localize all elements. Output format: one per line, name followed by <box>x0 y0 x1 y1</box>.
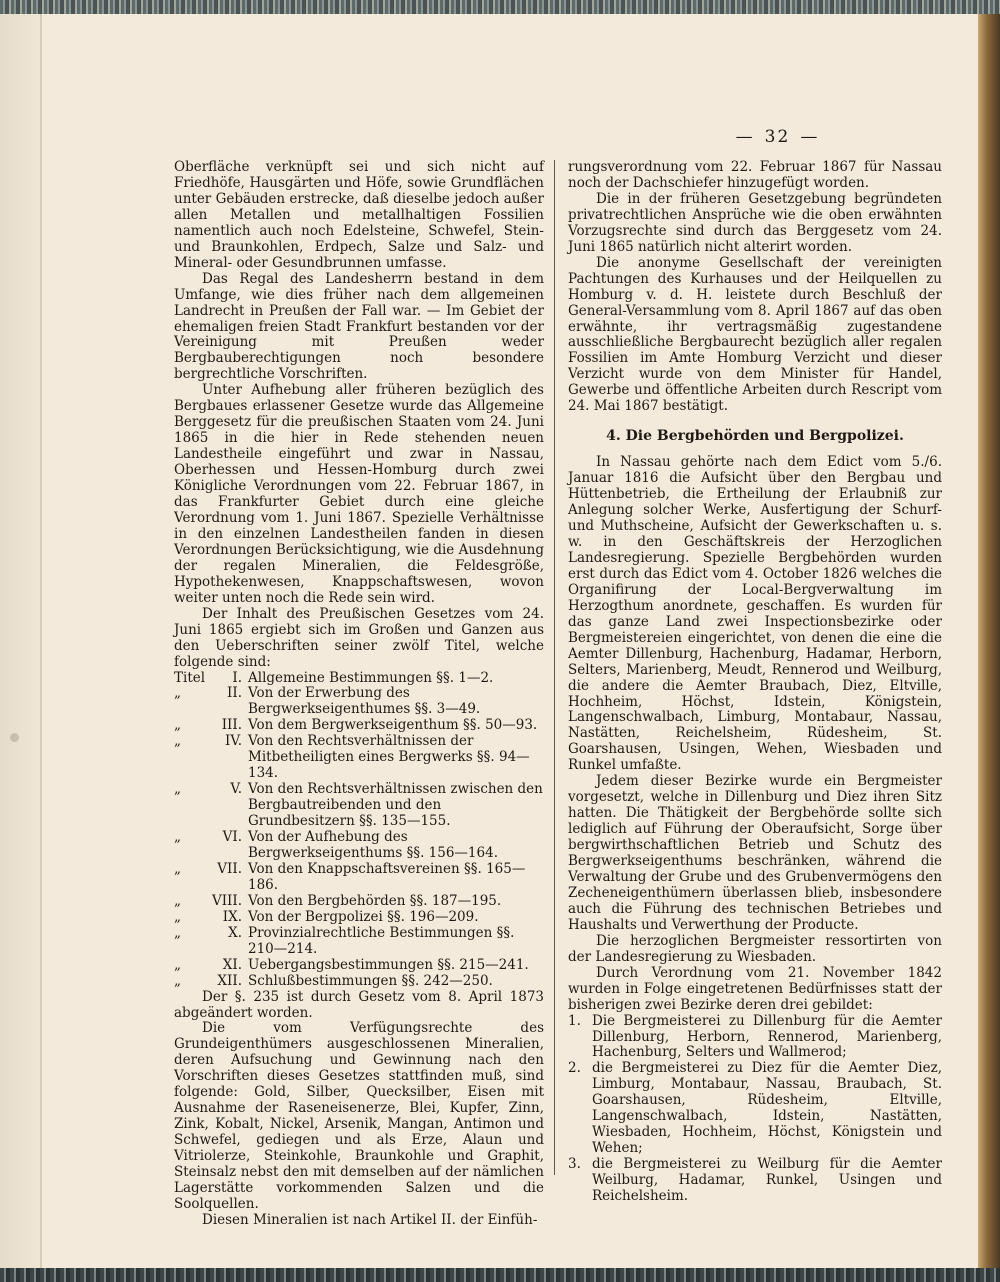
title-list-item: „ XI. Uebergangsbestimmungen §§. 215—241. <box>174 956 529 973</box>
district-list-item: 2. die Bergmeisterei zu Diez für die Aemter Diez, Limburg, Montabaur, Nassau, Braubach, St. Goarshausen, Rüdesheim, Eltville, Langenschwalbach, Idstein, Nastätten, Wiesbaden, Hochheim, Höchst, Königstein und Wehen; <box>568 1060 942 1157</box>
title-list-item: „ X. Provinzialrechtliche Bestimmungen §§. 210—214. <box>174 924 515 957</box>
page-gutter <box>0 14 40 1268</box>
page-number-value: 32 <box>764 127 791 147</box>
page-number <box>0 127 1000 147</box>
paragraph-amendment: Der §. 235 ist durch Gesetz vom 8. April 1873 abgeändert worden. <box>174 988 544 1021</box>
right-column <box>568 160 942 1205</box>
paragraph-ressort: Die herzoglichen Bergmeister ressortirten von der Landesregierung zu Wiesbaden. <box>568 932 942 965</box>
paragraph-regal: Das Regal des Landesherrn bestand in dem Umfange, wie dies früher nach dem allgemeinen Landrecht in Preußen der Fall war. — Im Gebiet der ehemaligen freien Stadt Frankfurt bestanden vor der Vereinigung mit Preußen weder Bergbauberechtigungen noch besondere bergrechtliche Vorschriften. <box>174 270 544 383</box>
paragraph-inhalt: Der Inhalt des Preußischen Gesetzes vom 24. Juni 1865 ergiebt sich im Großen und Ganzen aus den Ueberschriften seiner zwölf Titel, welche folgende sind: <box>174 605 544 670</box>
paragraph-continued: Oberfläche verknüpft sei und sich nicht auf Friedhöfe, Hausgärten und Höfe, sowie Grundflächen unter Gebäuden erstrecke, daß dieselbe jedoch außer allen Metallen und metallhaltigen Fossilien namentlich auch noch Edelsteine, Schwefel, Stein- und Braunkohlen, Erdpech, Salze und Salz- und Mineral- oder Gesundbrunnen umfasse. <box>174 159 544 271</box>
binding-edge <box>40 14 42 1268</box>
paragraph-dachschiefer: rungsverordnung vom 22. Februar 1867 für Nassau noch der Dachschiefer hinzugefügt worden. <box>568 159 942 191</box>
title-list-item: „ V. Von den Rechtsverhältnissen zwischen den Bergbautreibenden und den Grundbesitzern §§. 135—155. <box>174 781 543 830</box>
title-list <box>174 671 544 990</box>
title-list-item: „ IX. Von der Bergpolizei §§. 196—209. <box>174 908 479 925</box>
title-list-item: „ IV. Von den Rechtsverhältnissen der Mitbetheiligten eines Bergwerks §§. 94—134. <box>174 733 530 782</box>
title-list-item: „ II. Von der Erwerbung des Bergwerkseigenthumes §§. 3—49. <box>174 685 481 718</box>
left-column <box>174 160 544 1229</box>
page-number-dash-right: — <box>800 127 820 147</box>
title-list-item: „ III. Von dem Bergwerkseigenthum §§. 50—93. <box>174 717 538 734</box>
paragraph-artikel: Diesen Mineralien ist nach Artikel II. der Einfüh- <box>202 1211 538 1228</box>
district-list-item: 1. Die Bergmeisterei zu Dillenburg für die Aemter Dillenburg, Herborn, Rennerod, Marienberg, Hachenburg, Selters und Wallmerod; <box>568 1012 942 1061</box>
paragraph-minerals: Die vom Verfügungsrechte des Grundeigenthümers ausgeschlossenen Mineralien, deren Aufsuchung und Gewinnung nach den Vorschriften dieses Gesetzes stattfinden muß, sind folgende: Gold, Silber, Quecksilber, Eisen mit Ausnahme der Raseneisenerze, Blei, Kupfer, Zinn, Zink, Kobalt, Nickel, Arsenik, Mangan, Antimon und Schwefel, gediegen und als Erze, Alaun und Vitriolerze, Steinkohle, Braunkohle und Graphit, Steinsalz nebst den mit demselben auf der nämlichen Lagerstätte vorkommenden Salzen und die Soolquellen. <box>174 1020 544 1212</box>
page-number-dash-left: — <box>735 127 755 147</box>
paragraph-verordnung-1842: Durch Verordnung vom 21. November 1842 wurden in Folge eingetretenen Bedürfnisses statt der bisherigen zwei Bezirke deren drei gebildet: <box>568 964 942 1013</box>
paragraph-vorzugsrechte: Die in der früheren Gesetzgebung begründeten privatrechtlichen Ansprüche wie die oben erwähnten Vorzugsrechte sind durch das Berggesetz vom 24. Juni 1865 natürlich nicht alterirt worden. <box>568 190 942 255</box>
paragraph-bergmeister: Jedem dieser Bezirke wurde ein Bergmeister vorgesetzt, welche in Dillenburg und Diez ihren Sitz hatten. Die Thätigkeit der Bergbehörde sollte sich lediglich auf Führung der Oberaufsicht, Sorge über bergwirthschaftlichen Betrieb und Schutz des Bergwerkseigenthums beschränken, während die Verwaltung der Grube und des Grubenvermögens den Zecheneigenthümern überlassen blieb, insbesondere auch die Führung des technischen Betriebes und Haushalts und Verwerthung der Producte. <box>568 773 942 933</box>
scan-border-top <box>0 0 1000 14</box>
scan-border-bottom <box>0 1268 1000 1282</box>
title-list-item: Titel I. Allgemeine Bestimmungen §§. 1—2. <box>174 669 494 686</box>
column-divider <box>554 160 555 1175</box>
district-list-item: 3. die Bergmeisterei zu Weilburg für die Aemter Weilburg, Hadamar, Runkel, Usingen und Reichelsheim. <box>568 1156 942 1205</box>
district-list <box>568 1014 942 1205</box>
paragraph-berggesetz: Unter Aufhebung aller früheren bezüglich des Bergbaues erlassener Gesetze wurde das Allgemeine Berggesetz für die preußischen Staaten vom 24. Juni 1865 in die hier in Rede stehenden neuen Landestheile eingeführt und zwar in Nassau, Oberhessen und Hessen-Homburg durch zwei Königliche Verordnungen vom 22. Februar 1867, in das Frankfurter Gebiet durch eine gleiche Verordnung vom 1. Juni 1867. Spezielle Verhältnisse in den einzelnen Landestheilen fanden in diesen Verordnungen Berücksichtigung, wie die Ausdehnung der regalen Mineralien, die Feldesgröße, Hypothekenwesen, Knappschaftswesen, wovon weiter unten noch die Rede sein wird. <box>174 382 544 606</box>
title-list-item: „ VI. Von der Aufhebung des Bergwerkseigenthums §§. 156—164. <box>174 829 498 861</box>
title-list-item: „ XII. Schlußbestimmungen §§. 242—250. <box>174 972 493 989</box>
title-list-item: „ VII. Von den Knappschaftsvereinen §§. 165—186. <box>174 860 526 893</box>
paragraph-homburg: Die anonyme Gesellschaft der vereinigten Pachtungen des Kurhauses und der Heilquellen zu Homburg v. d. H. leistete durch Beschluß der General-Versammlung vom 8. April 1867 auf das oben erwähnte, ihr vertragsmäßig zugestandene ausschließliche Bergbaurecht bezüglich aller regalen Fossilien im Amte Homburg Verzicht und dieser Verzicht wurde von dem Minister für Handel, Gewerbe und öffentliche Arbeiten durch Rescript vom 24. Mai 1867 bestätigt. <box>568 254 942 415</box>
section-heading: 4. Die Bergbehörden und Bergpolizei. <box>606 428 904 445</box>
scan-border-right <box>978 14 1000 1268</box>
title-list-item: „ VIII. Von den Bergbehörden §§. 187—195. <box>174 892 502 909</box>
binding-hole <box>10 733 19 742</box>
paragraph-edict: In Nassau gehörte nach dem Edict vom 5./6. Januar 1816 die Aufsicht über den Bergbau und Hüttenbetrieb, die Ertheilung der Erlaubniß zur Anlegung solcher Werke, Ausfertigung der Schurf- und Muthscheine, Aufsicht der Gewerkschaften u. s. w. in den Geschäftskreis der Herzoglichen Landesregierung. Spezielle Bergbehörden wurden erst durch das Edict vom 4. October 1826 welches die Organifirung der Local-Bergverwaltung im Herzogthum anordnete, geschaffen. Es wurden für das ganze Land zwei Inspectionsbezirke oder Bergmeistereien eingerichtet, von denen die eine die Aemter Dillenburg, Hachenburg, Hadamar, Herborn, Selters, Marienberg, Meudt, Rennerod und Weilburg, die andere die Aemter Braubach, Diez, Eltville, Hochheim, Höchst, Idstein, Königstein, Langenschwalbach, Limburg, Montabaur, Nassau, Nastätten, Reichelsheim, Rüdesheim, St. Goarshausen, Usingen, Wehen, Wiesbaden und Runkel umfaßte. <box>568 454 942 774</box>
